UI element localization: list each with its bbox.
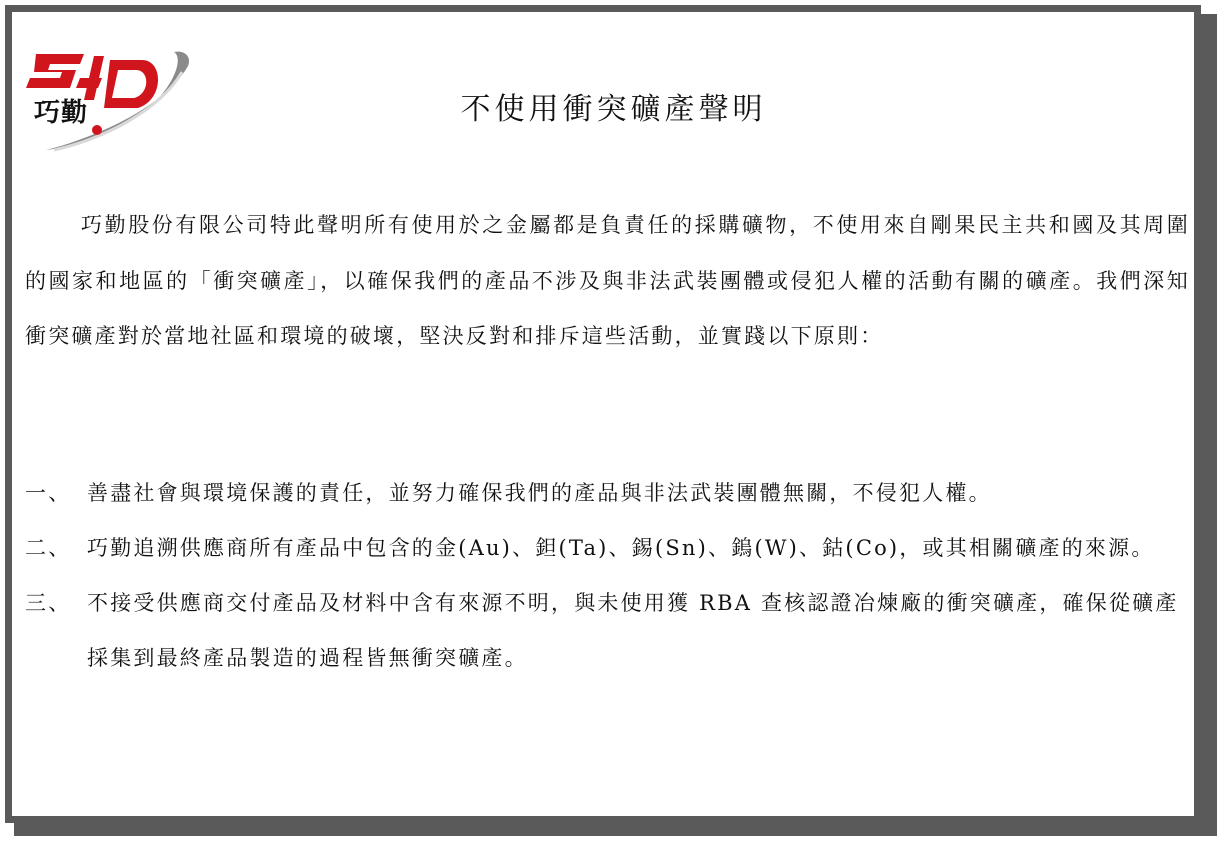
document-title <box>0 84 1223 128</box>
intro-paragraph: 巧勤股份有限公司特此聲明所有使用於之金屬都是負責任的採購礦物，不使用來自剛果民主共和國及其周圍的國家和地區的「衝突礦產」，以確保我們的產品不涉及與非法武裝團體或侵犯人權的活動有關的礦產。我們深知衝突礦產對於當地社區和環境的破壞，堅決反對和排斥這些活動，並實踐以下原則： <box>25 213 1190 348</box>
logo-text: 巧勤 <box>34 98 89 128</box>
principle-text: 善盡社會與環境保護的責任，並努力確保我們的產品與非法武裝團體無關，不侵犯人權。 <box>87 481 992 505</box>
principles-list <box>25 466 1190 686</box>
principle-item <box>25 521 1190 576</box>
intro-section <box>25 198 1190 365</box>
principle-item <box>25 576 1190 686</box>
principle-text: 巧勤追溯供應商所有產品中包含的金(Au)、鉭(Ta)、錫(Sn)、鎢(W)、鈷(Co)，或其相關礦產的來源。 <box>87 536 1155 560</box>
principle-number: 二、 <box>25 536 72 560</box>
principle-text: 不接受供應商交付產品及材料中含有來源不明，與未使用獲 RBA 查核認證冶煉廠的衝突礦產，確保從礦產採集到最終產品製造的過程皆無衝突礦產。 <box>87 591 1179 670</box>
principle-number: 三、 <box>25 591 72 615</box>
principle-number: 一、 <box>25 481 72 505</box>
principle-item <box>25 466 1190 521</box>
document-title-text: 不使用衝突礦產聲明 <box>460 92 767 127</box>
